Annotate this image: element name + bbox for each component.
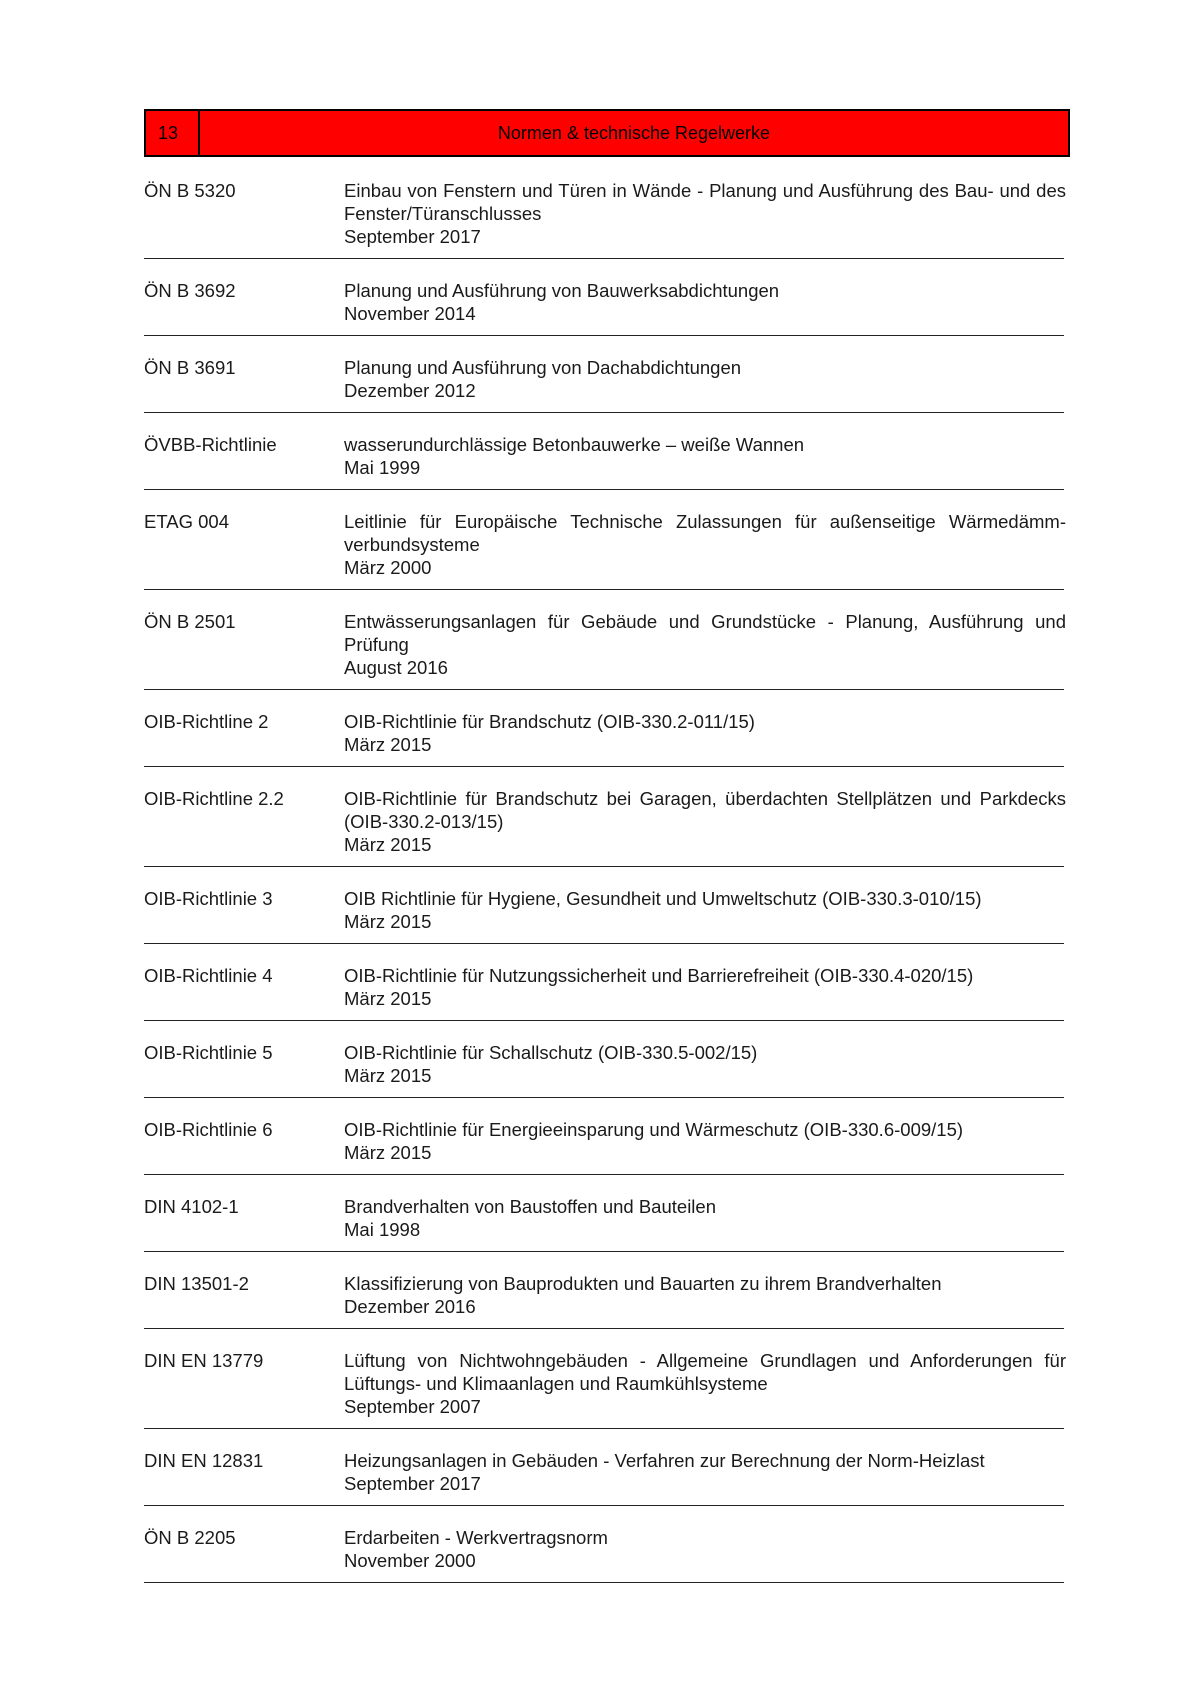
norm-code: DIN 13501-2 [144, 1273, 249, 1294]
norm-title: Erdarbeiten - Werkvertragsnorm [344, 1527, 608, 1548]
norm-code: ETAG 004 [144, 511, 230, 532]
norm-entry [144, 887, 1070, 933]
norm-code: ÖN B 3691 [144, 357, 236, 378]
norm-date: Dezember 2012 [344, 380, 476, 401]
norm-entry [144, 787, 1070, 856]
norm-entry [144, 610, 1070, 679]
norm-title: Planung und Ausführung von Bauwerksabdichtungen [344, 280, 780, 301]
norm-title: OIB-Richtlinie für Nutzungssicherheit und Barrierefreiheit (OIB-330.4-020/15) [344, 965, 974, 986]
norm-description [344, 964, 1070, 1010]
norm-description [344, 1195, 1070, 1241]
norm-description [344, 787, 1070, 856]
norm-description [344, 433, 1070, 479]
separator-line [144, 1097, 1064, 1099]
separator-line [144, 943, 1064, 945]
norm-code: ÖN B 5320 [144, 180, 236, 201]
norm-date: März 2015 [344, 988, 432, 1009]
norm-date: Mai 1998 [344, 1219, 421, 1240]
norm-title: Lüftung von Nichtwohngebäuden - Allgemeine Grundlagen und Anforderungen für Lüftungs- und Klimaanlagen und Raumkühlsysteme [344, 1350, 1066, 1394]
norm-entry [144, 1118, 1070, 1164]
norm-description [344, 1449, 1070, 1495]
norm-date: Mai 1999 [344, 457, 421, 478]
norm-date: September 2017 [344, 226, 481, 247]
norms-list [144, 179, 1070, 1584]
norm-code: DIN EN 12831 [144, 1450, 264, 1471]
norm-entry [144, 433, 1070, 479]
norm-title: OIB-Richtlinie für Brandschutz bei Garagen, überdachten Stellplätzen und Parkdecks (OIB-330.2-013/15) [344, 788, 1066, 832]
norm-description [344, 1118, 1070, 1164]
norm-title: wasserundurchlässige Betonbauwerke – weiße Wannen [344, 434, 805, 455]
section-number: 13 [146, 111, 200, 155]
separator-line [144, 1582, 1064, 1584]
norm-description [344, 887, 1070, 933]
norm-date: September 2017 [344, 1473, 481, 1494]
separator-line [144, 1251, 1064, 1253]
norm-date: März 2015 [344, 911, 432, 932]
norm-code: OIB-Richtline 2.2 [144, 788, 284, 809]
norm-date: März 2015 [344, 1142, 432, 1163]
norm-date: November 2000 [344, 1550, 476, 1571]
separator-line [144, 335, 1064, 337]
norm-title: OIB Richtlinie für Hygiene, Gesundheit und Umweltschutz (OIB-330.3-010/15) [344, 888, 982, 909]
norm-entry [144, 1041, 1070, 1087]
norm-title: Einbau von Fenstern und Türen in Wände - Planung und Ausführung des Bau- und des Fenster/Türanschlusses [344, 180, 1066, 224]
norm-code: OIB-Richtlinie 5 [144, 1042, 273, 1063]
norm-code: OIB-Richtline 2 [144, 711, 269, 732]
separator-line [144, 689, 1064, 691]
section-header [144, 109, 1070, 157]
separator-line [144, 589, 1064, 591]
separator-line [144, 489, 1064, 491]
separator-line [144, 1174, 1064, 1176]
section-title: Normen & technische Regelwerke [497, 122, 771, 143]
norm-description [344, 279, 1070, 325]
norm-code: DIN 4102-1 [144, 1196, 239, 1217]
document-page [144, 109, 1070, 1603]
separator-line [144, 766, 1064, 768]
norm-description [344, 510, 1070, 579]
norm-title: Entwässerungsanlagen für Gebäude und Grundstücke - Planung, Ausführung und Prüfung [344, 611, 1066, 655]
norm-entry [144, 510, 1070, 579]
norm-description [344, 610, 1070, 679]
norm-code: OIB-Richtlinie 4 [144, 965, 273, 986]
norm-code: OIB-Richtlinie 6 [144, 1119, 273, 1140]
norm-title: OIB-Richtlinie für Energieeinsparung und Wärmeschutz (OIB-330.6-009/15) [344, 1119, 964, 1140]
norm-entry [144, 710, 1070, 756]
separator-line [144, 258, 1064, 260]
norm-date: November 2014 [344, 303, 476, 324]
separator-line [144, 1020, 1064, 1022]
norm-title: OIB-Richtlinie für Brandschutz (OIB-330.2-011/15) [344, 711, 755, 732]
separator-line [144, 1505, 1064, 1507]
norm-date: September 2007 [344, 1396, 481, 1417]
separator-line [144, 1428, 1064, 1430]
norm-title: Klassifizierung von Bauprodukten und Bauarten zu ihrem Brandverhalten [344, 1273, 942, 1294]
separator-line [144, 412, 1064, 414]
norm-code: ÖN B 2501 [144, 611, 236, 632]
norm-date: Dezember 2016 [344, 1296, 476, 1317]
norm-entry [144, 1526, 1070, 1572]
norm-date: März 2015 [344, 1065, 432, 1086]
norm-code: DIN EN 13779 [144, 1350, 264, 1371]
norm-code: ÖVBB-Richtlinie [144, 434, 277, 455]
norm-date: August 2016 [344, 657, 448, 678]
norm-title: OIB-Richtlinie für Schallschutz (OIB-330.5-002/15) [344, 1042, 758, 1063]
norm-date: März 2015 [344, 834, 432, 855]
norm-date: März 2000 [344, 557, 432, 578]
norm-title: Planung und Ausführung von Dachabdichtungen [344, 357, 742, 378]
separator-line [144, 866, 1064, 868]
norm-entry [144, 1449, 1070, 1495]
norm-description [344, 1272, 1070, 1318]
norm-entry [144, 179, 1070, 248]
norm-description [344, 1041, 1070, 1087]
norm-title: Heizungsanlagen in Gebäuden - Verfahren zur Berechnung der Norm-Heizlast [344, 1450, 985, 1471]
norm-description [344, 1526, 1070, 1572]
norm-date: März 2015 [344, 734, 432, 755]
separator-line [144, 1328, 1064, 1330]
norm-title: Brandverhalten von Baustoffen und Bauteilen [344, 1196, 716, 1217]
norm-description [344, 1349, 1070, 1418]
norm-entry [144, 1272, 1070, 1318]
norm-code: ÖN B 2205 [144, 1527, 236, 1548]
norm-entry [144, 1349, 1070, 1418]
norm-entry [144, 279, 1070, 325]
norm-entry [144, 356, 1070, 402]
norm-title: Leitlinie für Europäische Technische Zulassungen für außenseitige Wärmedämm-verbundsysteme [344, 511, 1066, 555]
norm-description [344, 179, 1070, 248]
norm-description [344, 356, 1070, 402]
norm-code: OIB-Richtlinie 3 [144, 888, 273, 909]
norm-entry [144, 1195, 1070, 1241]
norm-entry [144, 964, 1070, 1010]
norm-description [344, 710, 1070, 756]
norm-code: ÖN B 3692 [144, 280, 236, 301]
